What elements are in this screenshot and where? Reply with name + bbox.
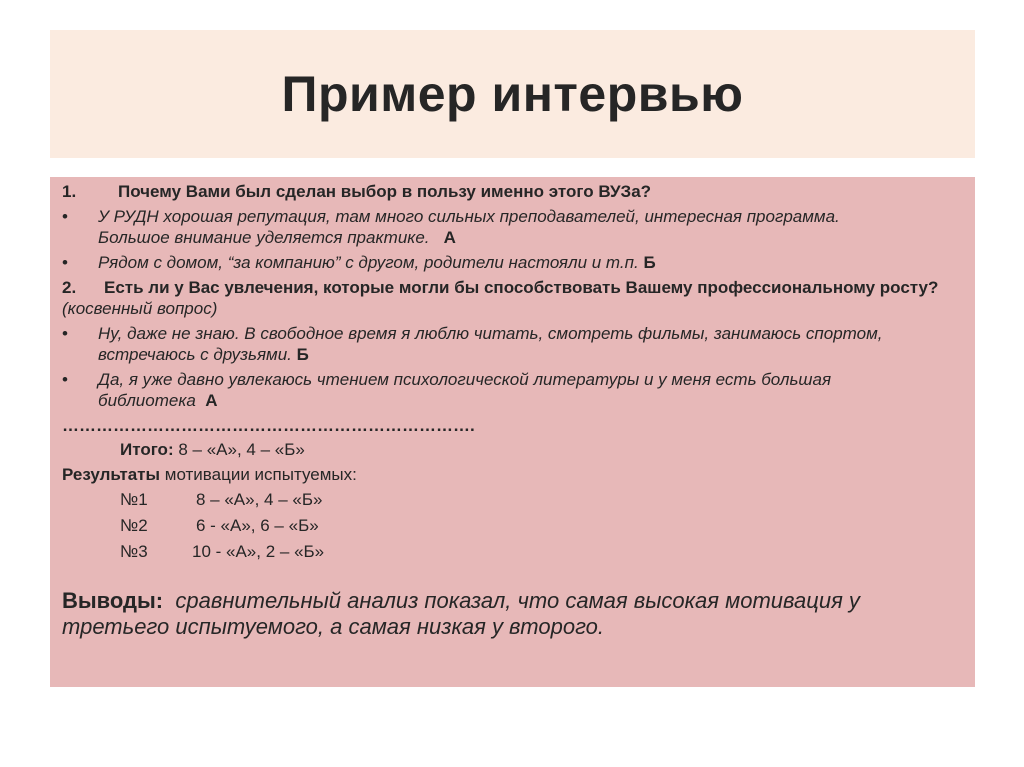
q2-answer-b-text: Да, я уже давно увлекаюсь чтением психологической литературы и у меня есть большая библиотека [98,370,832,410]
result-value: 10 - «А», 2 – «Б» [192,542,325,561]
conclusion-label: Выводы: [62,588,164,613]
result-number: №3 [120,542,148,561]
q1-answer-b [62,252,963,273]
results-label: Результаты [62,465,161,484]
title-box [50,30,975,158]
bullet-icon: • [62,324,68,343]
bullet-icon: • [62,370,68,389]
result-row [120,541,963,562]
q1-answer-b-mark: Б [643,253,656,272]
result-row [120,515,963,536]
question-2-text: Есть ли у Вас увлечения, которые могли бы способствовать Вашему профессиональному росту? [104,278,939,297]
q1-answer-a-mark: А [443,228,456,247]
itogo-value: 8 – «А», 4 – «Б» [178,440,305,459]
results-heading [62,464,963,485]
itogo-label: Итого: [120,440,174,459]
q2-answer-a [62,323,963,365]
q1-answer-a [62,206,963,248]
result-number: №2 [120,516,148,535]
question-2-note: (косвенный вопрос) [62,299,218,318]
question-1 [62,181,963,202]
question-2-number: 2. [62,278,77,297]
result-row [120,489,963,510]
q2-answer-a-mark: Б [296,345,309,364]
q2-answer-b [62,369,963,411]
question-2 [62,277,963,319]
result-value: 6 - «А», 6 – «Б» [196,516,319,535]
question-1-text: Почему Вами был сделан выбор в пользу именно этого ВУЗа? [118,182,652,201]
q1-answer-b-text: Рядом с домом, “за компанию” с другом, родители настояли и т.п. [98,253,639,272]
itogo-line [120,439,963,460]
q1-answer-a-text: У РУДН хорошая репутация, там много сильных преподавателей, интересная программа. Большое внимание уделяется практике. [98,207,840,247]
q2-answer-a-text: Ну, даже не знаю. В свободное время я люблю читать, смотреть фильмы, занимаюсь спортом, встречаюсь с друзьями. [98,324,883,364]
conclusion [62,588,963,640]
dots-separator: ………………………………………………………………. [62,416,475,435]
bullet-icon: • [62,253,68,272]
bullet-icon: • [62,207,68,226]
conclusion-text: сравнительный анализ показал, что самая высокая мотивация у третьего испытуемого, а самая низкая у второго. [62,588,860,639]
result-value: 8 – «А», 4 – «Б» [196,490,323,509]
content-box [50,177,975,687]
q2-answer-b-mark: А [205,391,218,410]
slide-title: Пример интервью [281,66,744,122]
result-number: №1 [120,490,148,509]
results-text: мотивации испытуемых: [164,465,357,484]
question-1-number: 1. [62,182,77,201]
